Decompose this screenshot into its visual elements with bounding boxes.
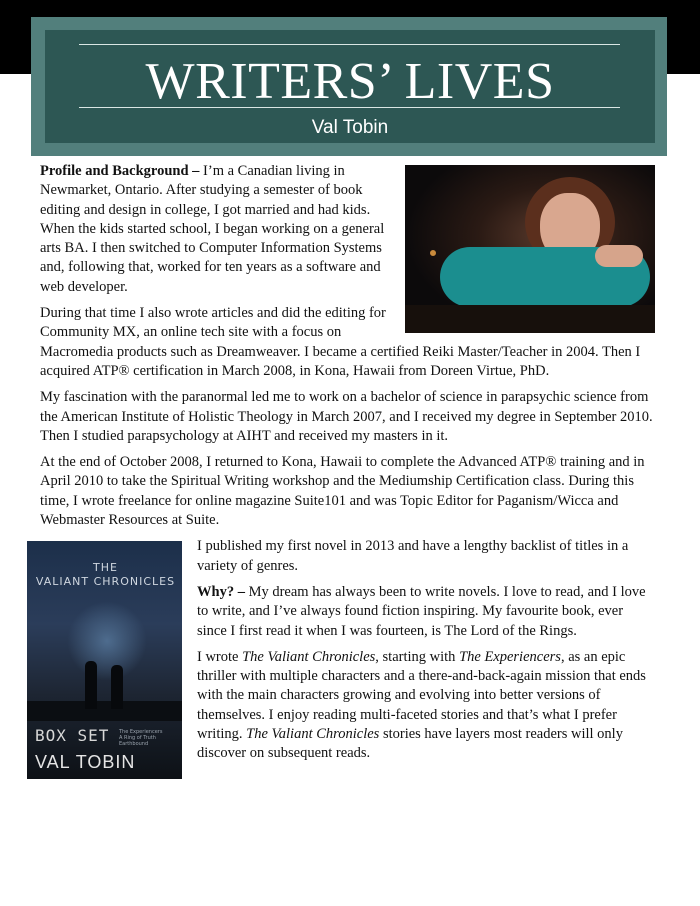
cover-figure-right	[111, 665, 123, 709]
valiant-text-b: , starting with	[375, 648, 460, 665]
valiant-title-1: The Valiant Chronicles	[242, 648, 376, 665]
photo-hand	[595, 245, 643, 267]
cover-figure-left	[85, 661, 97, 709]
cover-ground	[27, 701, 182, 721]
candle-glow	[430, 250, 436, 256]
cover-sky	[67, 601, 147, 681]
cover-book-list: The Experiencers A Ring of Truth Earthbound	[119, 729, 163, 748]
why-text: My dream has always been to write novels. I love to read, and I love to write, and I’ve always found fiction inspiring. My favourite book, ever since I first read it when I was fourteen, is The Lord of the Rings.	[197, 583, 646, 639]
paragraph-kona: At the end of October 2008, I returned to Kona, Hawaii to complete the Advanced ATP® training and in April 2010 to take the Spiritual Writing workshop and the Mediumship Certification class. During this time, I wrote freelance for online magazine Suite101 and was Topic Editor for Paganism/Wicca and Webmaster Resources at Suite.	[40, 454, 645, 529]
cover-series-title: THE VALIANT CHRONICLES	[35, 561, 176, 589]
author-name: Val Tobin	[311, 117, 389, 138]
paragraph-parapsychic: My fascination with the paranormal led me to work on a bachelor of science in parapsychic science from the American Institute of Holistic Theology in March 2007, and I received my degree in September 2010. Then I studied parapsychology at AIHT and received my masters in it.	[40, 389, 653, 444]
profile-heading: Profile and Background –	[40, 163, 200, 179]
book-cover	[27, 541, 182, 779]
valiant-title-3: The Valiant Chronicles	[246, 726, 380, 743]
paragraph-first-novel: I published my first novel in 2013 and have a lengthy backlist of titles in a variety of genres.	[197, 538, 629, 574]
valiant-title-2: The Experiencers	[459, 648, 561, 665]
cover-box-set: BOX SET	[35, 726, 110, 746]
author-photo	[405, 165, 655, 333]
valiant-text-d: stories have layers most readers will only discover on subsequent reads.	[197, 726, 623, 762]
valiant-text-c: , as an epic thriller with multiple characters and a there-and-back-again mission that ends with the main characters growing and evolving into better versions of themselves. I enjoy reading multi-faceted stories and that’s what I prefer writing.	[197, 648, 646, 743]
profile-text: I’m a Canadian living in Newmarket, Ontario. After studying a semester of book editing and design in college, I got married and had kids. When the kids started school, I began working on a general arts BA. I then switched to Computer Information Systems and, following that, worked for ten years as a software and web developer.	[40, 163, 385, 295]
photo-table	[405, 305, 655, 333]
valiant-text-a: I wrote	[197, 648, 243, 665]
header-top-rule	[79, 44, 620, 45]
article-body	[35, 162, 655, 783]
paragraph-community-mx: During that time I also wrote articles and did the editing for Community MX, an online tech site with a focus on Macromedia products such as Dreamweaver. I became a certified Reiki Master/Teacher in 2004. Then I acquired ATP® certification in March 2008, in Kona, Hawaii from Doreen Virtue, PhD.	[40, 305, 641, 379]
why-heading: Why? –	[197, 583, 245, 600]
page-title: WRITERS’ LIVES	[145, 53, 555, 110]
cover-author: VAL TOBIN	[35, 752, 136, 773]
